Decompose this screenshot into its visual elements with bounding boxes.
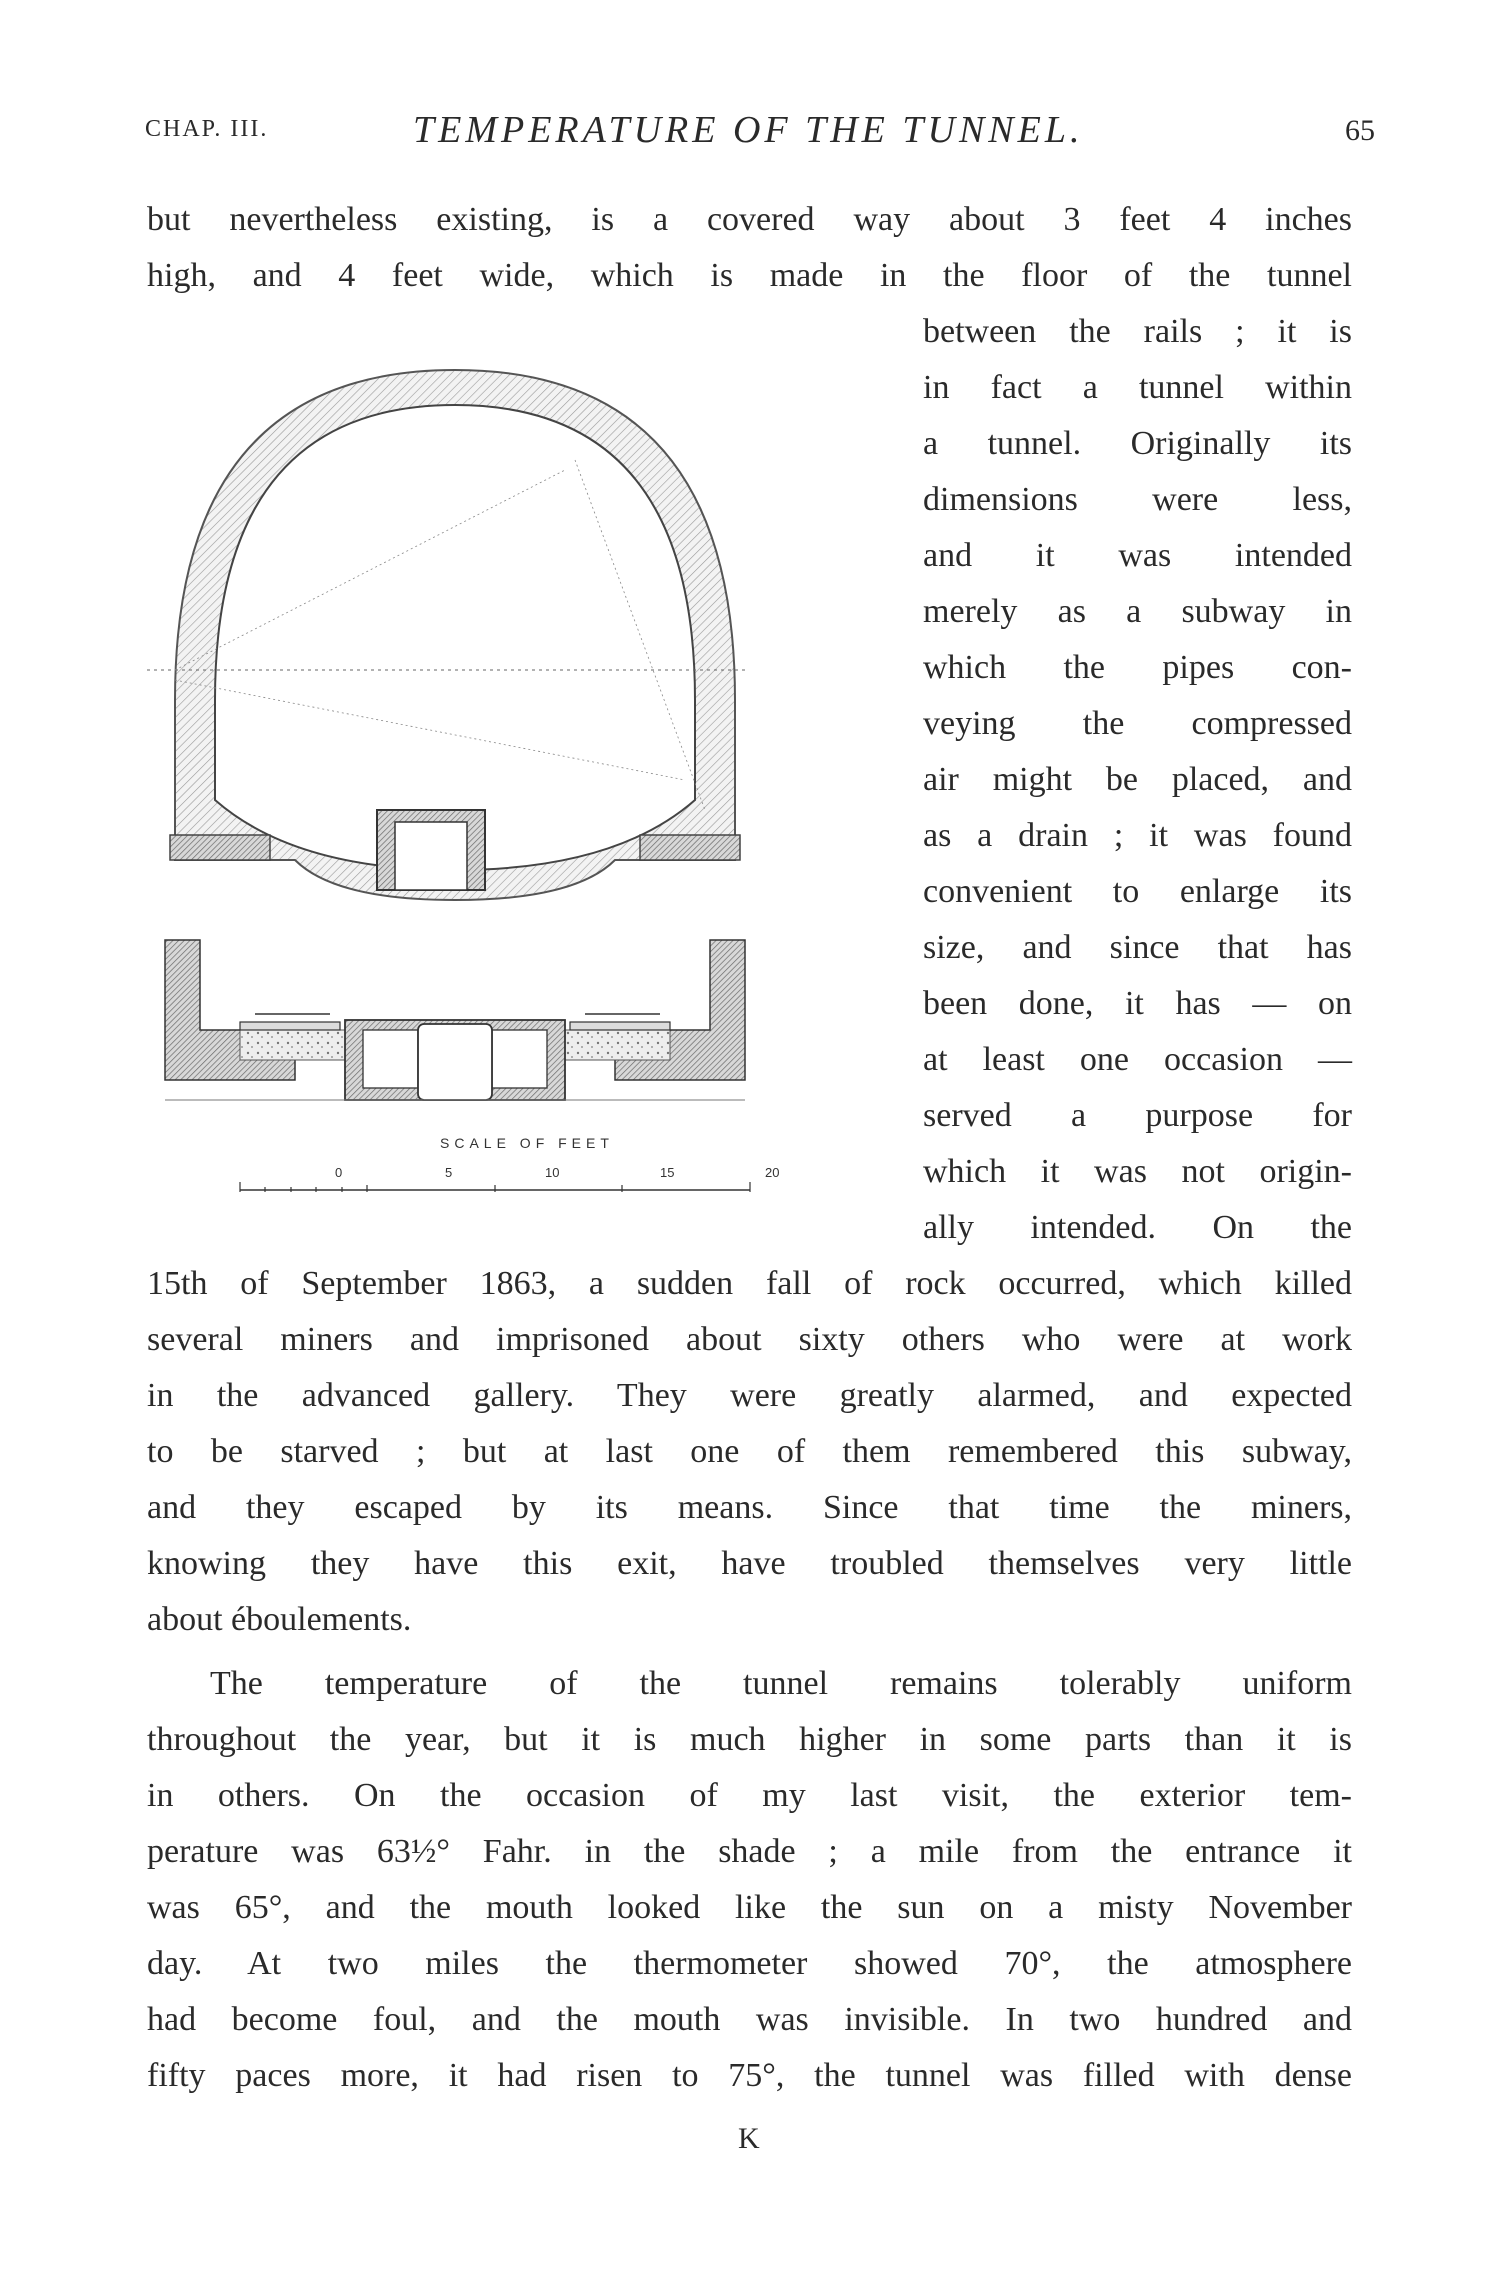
text-line: a tunnel. Originally its: [923, 425, 1352, 462]
text-line: at least one occasion —: [923, 1041, 1352, 1078]
signature-mark: K: [738, 2122, 760, 2155]
text-line: several miners and imprisoned about sixty others who were at work: [147, 1321, 1352, 1358]
tunnel-cross-section-figure: [145, 340, 905, 1220]
scale-tick-5: 5: [445, 1165, 453, 1180]
text-line: 15th of September 1863, a sudden fall of rock occurred, which killed: [147, 1265, 1352, 1302]
chapter-label: CHAP. III.: [145, 116, 269, 142]
text-line: throughout the year, but it is much higher in some parts than it is: [147, 1721, 1352, 1758]
tunnel-cross-section-drawing: [145, 340, 905, 1220]
scale-tick-10: 10: [545, 1165, 560, 1180]
text-line: veying the compressed: [923, 705, 1352, 742]
text-line: air might be placed, and: [923, 761, 1352, 798]
text-line: perature was 63½° Fahr. in the shade ; a mile from the entrance it: [147, 1833, 1352, 1870]
text-line: as a drain ; it was found: [923, 817, 1352, 854]
text-line: to be starved ; but at last one of them remembered this subway,: [147, 1433, 1352, 1470]
scale-label: SCALE OF FEET: [440, 1135, 614, 1151]
text-line: The temperature of the tunnel remains tolerably uniform: [210, 1665, 1352, 1702]
text-line: merely as a subway in: [923, 593, 1352, 630]
scale-tick-0: 0: [335, 1165, 343, 1180]
text-line: was 65°, and the mouth looked like the sun on a misty November: [147, 1889, 1352, 1926]
text-line: day. At two miles the thermometer showed 70°, the atmosphere: [147, 1945, 1352, 1982]
text-line: high, and 4 feet wide, which is made in the floor of the tunnel: [147, 257, 1352, 294]
text-line: been done, it has — on: [923, 985, 1352, 1022]
text-line: convenient to enlarge its: [923, 873, 1352, 910]
text-line: in fact a tunnel within: [923, 369, 1352, 406]
scale-tick-15: 15: [660, 1165, 675, 1180]
text-line: dimensions were less,: [923, 481, 1352, 518]
text-line: fifty paces more, it had risen to 75°, the tunnel was filled with dense: [147, 2057, 1352, 2094]
text-line: and they escaped by its means. Since that time the miners,: [147, 1489, 1352, 1526]
running-header: [145, 108, 1375, 158]
text-line: between the rails ; it is: [923, 313, 1352, 350]
page-number: 65: [1345, 114, 1375, 147]
text-line: but nevertheless existing, is a covered way about 3 feet 4 inches: [147, 201, 1352, 238]
text-line: in others. On the occasion of my last visit, the exterior tem-: [147, 1777, 1352, 1814]
text-line: and it was intended: [923, 537, 1352, 574]
text-line: about éboulements.: [147, 1601, 412, 1638]
text-line: in the advanced gallery. They were greatly alarmed, and expected: [147, 1377, 1352, 1414]
text-line: which it was not origin-: [923, 1153, 1352, 1190]
text-line: size, and since that has: [923, 929, 1352, 966]
text-line: served a purpose for: [923, 1097, 1352, 1134]
text-line: which the pipes con-: [923, 649, 1352, 686]
running-title: TEMPERATURE OF THE TUNNEL.: [413, 109, 1084, 151]
scale-tick-20: 20: [765, 1165, 780, 1180]
text-line: knowing they have this exit, have troubled themselves very little: [147, 1545, 1352, 1582]
text-line: ally intended. On the: [923, 1209, 1352, 1246]
text-line: had become foul, and the mouth was invisible. In two hundred and: [147, 2001, 1352, 2038]
